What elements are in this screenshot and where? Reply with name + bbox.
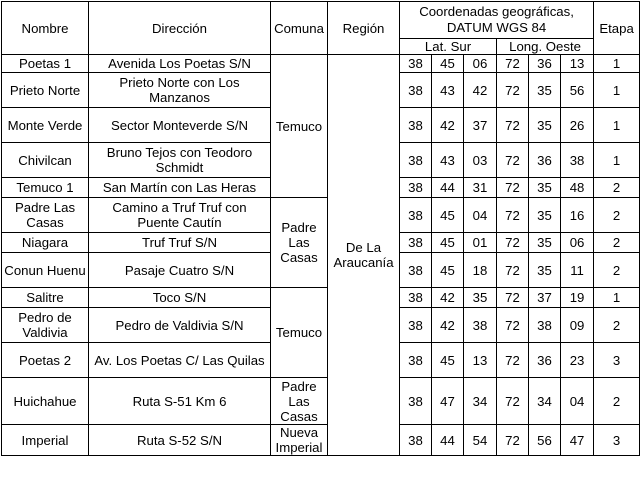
cell-lat-min: 44 [432, 178, 464, 198]
table-row [2, 55, 640, 73]
cell-lat-sec: 03 [464, 143, 497, 178]
cell-nombre: Temuco 1 [2, 178, 89, 198]
cell-direccion: Pasaje Cuatro S/N [89, 253, 271, 288]
header-coordenadas: Coordenadas geográficas, DATUM WGS 84 [400, 2, 594, 39]
cell-lat-sec: 37 [464, 108, 497, 143]
cell-long-deg: 72 [497, 343, 529, 378]
cell-direccion: Truf Truf S/N [89, 233, 271, 253]
cell-lat-min: 45 [432, 233, 464, 253]
cell-lat-deg: 38 [400, 425, 432, 456]
cell-lat-min: 47 [432, 378, 464, 425]
cell-lat-deg: 38 [400, 253, 432, 288]
cell-lat-deg: 38 [400, 378, 432, 425]
cell-nombre: Niagara [2, 233, 89, 253]
header-comuna: Comuna [271, 2, 328, 55]
cell-etapa: 2 [594, 198, 640, 233]
cell-long-deg: 72 [497, 178, 529, 198]
cell-nombre: Huichahue [2, 378, 89, 425]
cell-direccion: Toco S/N [89, 288, 271, 308]
cell-lat-sec: 42 [464, 73, 497, 108]
cell-long-min: 35 [529, 178, 561, 198]
cell-long-sec: 11 [561, 253, 594, 288]
header-direccion: Dirección [89, 2, 271, 55]
cell-lat-deg: 38 [400, 198, 432, 233]
stations-table [1, 1, 640, 456]
header-long: Long. Oeste [497, 39, 594, 55]
cell-lat-sec: 54 [464, 425, 497, 456]
cell-long-sec: 16 [561, 198, 594, 233]
cell-long-deg: 72 [497, 253, 529, 288]
cell-lat-min: 45 [432, 198, 464, 233]
cell-direccion: Pedro de Valdivia S/N [89, 308, 271, 343]
cell-lat-min: 45 [432, 55, 464, 73]
cell-long-min: 36 [529, 343, 561, 378]
cell-long-deg: 72 [497, 288, 529, 308]
cell-comuna: Padre Las Casas [271, 198, 328, 288]
cell-etapa: 2 [594, 233, 640, 253]
cell-long-deg: 72 [497, 378, 529, 425]
cell-long-min: 35 [529, 73, 561, 108]
cell-long-deg: 72 [497, 55, 529, 73]
cell-lat-min: 44 [432, 425, 464, 456]
cell-nombre: Salitre [2, 288, 89, 308]
cell-long-min: 38 [529, 308, 561, 343]
cell-lat-min: 42 [432, 108, 464, 143]
cell-lat-sec: 18 [464, 253, 497, 288]
cell-long-deg: 72 [497, 108, 529, 143]
cell-etapa: 1 [594, 288, 640, 308]
cell-lat-deg: 38 [400, 233, 432, 253]
cell-etapa: 2 [594, 178, 640, 198]
header-lat: Lat. Sur [400, 39, 497, 55]
cell-lat-min: 45 [432, 253, 464, 288]
cell-lat-sec: 31 [464, 178, 497, 198]
cell-direccion: Av. Los Poetas C/ Las Quilas [89, 343, 271, 378]
cell-region: De La Araucanía [328, 55, 400, 456]
table-row [2, 425, 640, 456]
cell-long-min: 37 [529, 288, 561, 308]
table-row [2, 198, 640, 233]
cell-etapa: 1 [594, 143, 640, 178]
cell-lat-sec: 34 [464, 378, 497, 425]
cell-lat-min: 45 [432, 343, 464, 378]
cell-long-sec: 47 [561, 425, 594, 456]
cell-direccion: Camino a Truf Truf con Puente Cautín [89, 198, 271, 233]
cell-long-sec: 19 [561, 288, 594, 308]
cell-long-deg: 72 [497, 143, 529, 178]
cell-comuna: Temuco [271, 55, 328, 198]
cell-long-deg: 72 [497, 233, 529, 253]
cell-direccion: Sector Monteverde S/N [89, 108, 271, 143]
cell-lat-min: 42 [432, 308, 464, 343]
cell-comuna: Nueva Imperial [271, 425, 328, 456]
cell-lat-sec: 38 [464, 308, 497, 343]
cell-lat-deg: 38 [400, 73, 432, 108]
cell-lat-sec: 04 [464, 198, 497, 233]
cell-long-deg: 72 [497, 198, 529, 233]
cell-direccion: Ruta S-52 S/N [89, 425, 271, 456]
cell-long-min: 35 [529, 253, 561, 288]
cell-long-min: 36 [529, 143, 561, 178]
cell-long-min: 35 [529, 108, 561, 143]
cell-etapa: 2 [594, 308, 640, 343]
cell-long-sec: 48 [561, 178, 594, 198]
cell-long-sec: 09 [561, 308, 594, 343]
cell-long-sec: 56 [561, 73, 594, 108]
cell-nombre: Imperial [2, 425, 89, 456]
cell-etapa: 2 [594, 378, 640, 425]
cell-lat-sec: 01 [464, 233, 497, 253]
cell-comuna: Temuco [271, 288, 328, 378]
cell-etapa: 2 [594, 253, 640, 288]
cell-long-sec: 06 [561, 233, 594, 253]
cell-lat-sec: 06 [464, 55, 497, 73]
cell-nombre: Chivilcan [2, 143, 89, 178]
cell-lat-deg: 38 [400, 178, 432, 198]
cell-lat-sec: 35 [464, 288, 497, 308]
cell-long-deg: 72 [497, 308, 529, 343]
cell-lat-deg: 38 [400, 308, 432, 343]
table-row [2, 288, 640, 308]
cell-lat-deg: 38 [400, 343, 432, 378]
cell-etapa: 1 [594, 73, 640, 108]
table-row [2, 378, 640, 425]
cell-etapa: 1 [594, 55, 640, 73]
cell-nombre: Poetas 1 [2, 55, 89, 73]
cell-long-deg: 72 [497, 425, 529, 456]
cell-lat-deg: 38 [400, 288, 432, 308]
cell-lat-sec: 13 [464, 343, 497, 378]
cell-lat-deg: 38 [400, 143, 432, 178]
cell-nombre: Monte Verde [2, 108, 89, 143]
cell-etapa: 1 [594, 108, 640, 143]
cell-lat-min: 43 [432, 143, 464, 178]
cell-nombre: Pedro de Valdivia [2, 308, 89, 343]
header-nombre: Nombre [2, 2, 89, 55]
cell-lat-deg: 38 [400, 55, 432, 73]
cell-long-deg: 72 [497, 73, 529, 108]
cell-comuna: Padre Las Casas [271, 378, 328, 425]
cell-nombre: Poetas 2 [2, 343, 89, 378]
cell-long-sec: 13 [561, 55, 594, 73]
cell-nombre: Padre Las Casas [2, 198, 89, 233]
header-region: Región [328, 2, 400, 55]
cell-long-min: 56 [529, 425, 561, 456]
cell-long-sec: 23 [561, 343, 594, 378]
cell-direccion: Avenida Los Poetas S/N [89, 55, 271, 73]
cell-direccion: Bruno Tejos con Teodoro Schmidt [89, 143, 271, 178]
cell-direccion: Prieto Norte con Los Manzanos [89, 73, 271, 108]
cell-long-min: 35 [529, 198, 561, 233]
cell-nombre: Prieto Norte [2, 73, 89, 108]
cell-long-min: 36 [529, 55, 561, 73]
cell-long-sec: 26 [561, 108, 594, 143]
cell-lat-min: 42 [432, 288, 464, 308]
cell-direccion: Ruta S-51 Km 6 [89, 378, 271, 425]
cell-long-sec: 04 [561, 378, 594, 425]
cell-lat-deg: 38 [400, 108, 432, 143]
cell-long-min: 34 [529, 378, 561, 425]
header-etapa: Etapa [594, 2, 640, 55]
cell-nombre: Conun Huenu [2, 253, 89, 288]
cell-lat-min: 43 [432, 73, 464, 108]
cell-long-sec: 38 [561, 143, 594, 178]
cell-direccion: San Martín con Las Heras [89, 178, 271, 198]
cell-etapa: 3 [594, 343, 640, 378]
cell-etapa: 3 [594, 425, 640, 456]
cell-long-min: 35 [529, 233, 561, 253]
